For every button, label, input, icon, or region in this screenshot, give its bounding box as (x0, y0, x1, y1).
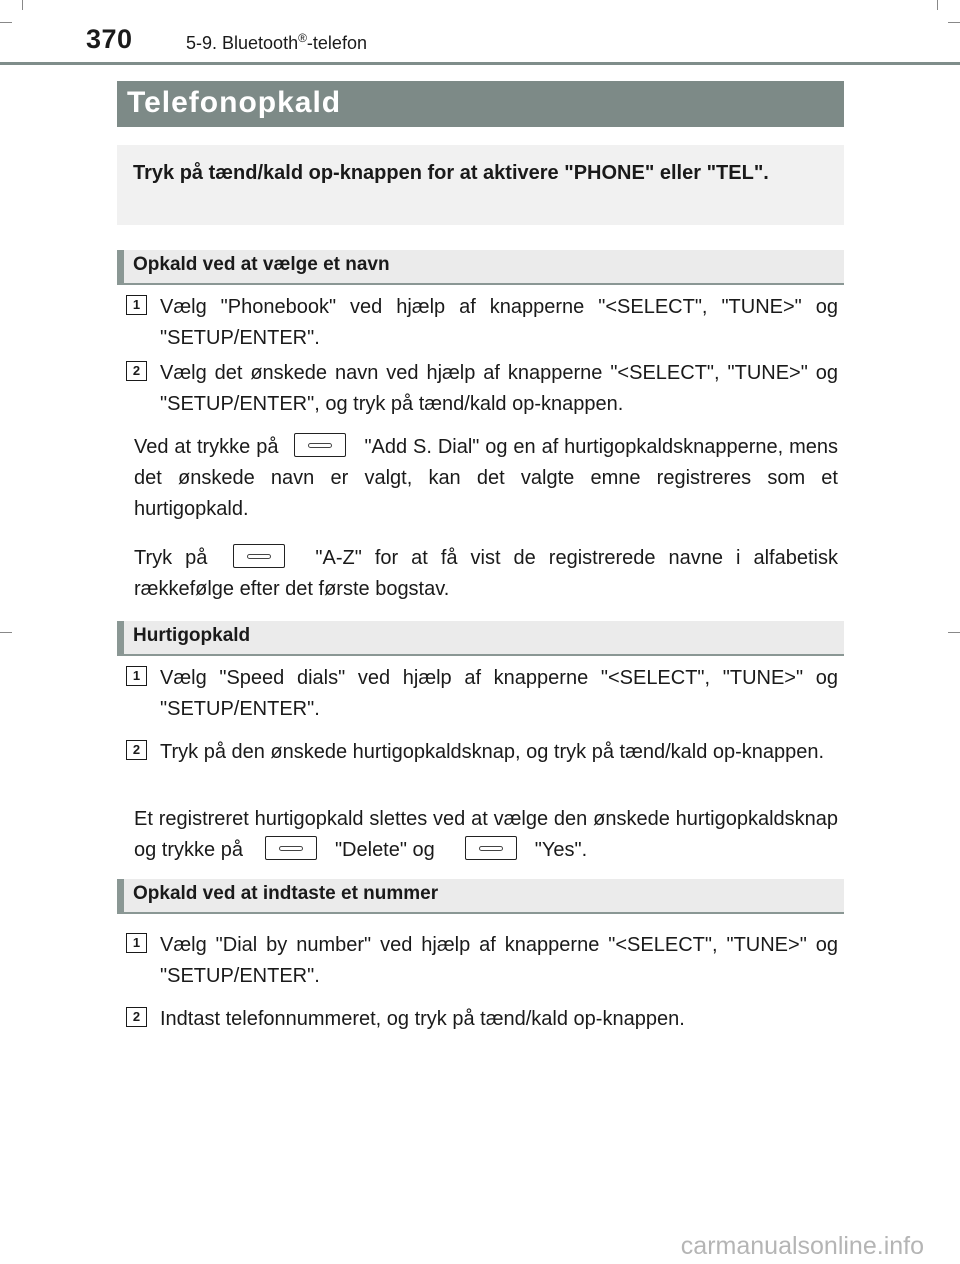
step-number: 1 (126, 666, 147, 686)
section-heading-number-dial: Opkald ved at indtaste et nummer (117, 879, 844, 914)
note-text: Tryk på (134, 547, 208, 569)
step-text: Vælg det ønskede navn ved hjælp af knapperne "<SELECT", "TUNE>" og "SETUP/ENTER", og tryk på tænd/kald op-knappen. (160, 362, 838, 415)
step-item (126, 1004, 838, 1035)
section-heading-speed-dial: Hurtigopkald (117, 621, 844, 656)
intro-box: Tryk på tænd/kald op-knappen for at aktivere "PHONE" eller "TEL". (117, 145, 844, 225)
note-text: "Delete" og (334, 839, 435, 861)
step-text: Tryk på den ønskede hurtigopkaldsknap, og tryk på tænd/kald op-knappen. (160, 741, 825, 763)
header-rule (0, 62, 960, 65)
step-number: 2 (126, 1007, 147, 1027)
step-number: 2 (126, 361, 147, 381)
step-text: Vælg "Phonebook" ved hjælp af knapperne "<SELECT", "TUNE>" og "SETUP/ENTER". (160, 296, 838, 349)
page-number: 370 (86, 24, 133, 54)
chapter-suffix: -telefon (306, 33, 367, 53)
note-text: "Add S. Dial" og en af hurtigopkaldsknapperne, mens det ønskede navn er valgt, kan det valgte emne registreres som et hurtigopkald. (134, 436, 839, 520)
watermark: carmanualsonline.info (680, 1232, 924, 1260)
seek-button-icon (294, 433, 346, 457)
chapter-title (186, 31, 367, 54)
page-title: Telefonopkald (117, 81, 844, 127)
crop-mark (948, 632, 960, 633)
step-number: 1 (126, 933, 147, 953)
note-text: Et registreret hurtigopkald slettes ved at vælge den ønskede hurtigopkaldsknap og trykke på (134, 808, 838, 861)
page-header (0, 0, 960, 66)
step-item (126, 358, 838, 420)
note-paragraph (134, 543, 838, 605)
crop-mark (0, 632, 12, 633)
step-text: Vælg "Dial by number" ved hjælp af knapperne "<SELECT", "TUNE>" og "SETUP/ENTER". (160, 934, 838, 987)
step-text: Indtast telefonnummeret, og tryk på tænd/kald op-knappen. (160, 1008, 685, 1030)
note-text: "Yes". (534, 839, 588, 861)
note-paragraph (134, 432, 838, 525)
seek-button-icon (465, 836, 517, 860)
note-text: Ved at trykke på (134, 436, 279, 458)
seek-button-icon (265, 836, 317, 860)
registered-mark: ® (298, 31, 307, 45)
section-heading-name-dial: Opkald ved at vælge et navn (117, 250, 844, 285)
note-paragraph (134, 804, 838, 866)
step-item (126, 930, 838, 992)
step-text: Vælg "Speed dials" ved hjælp af knapperne "<SELECT", "TUNE>" og "SETUP/ENTER". (160, 667, 838, 720)
seek-button-icon (233, 544, 285, 568)
step-item (126, 737, 838, 768)
step-item (126, 292, 838, 354)
chapter-prefix: 5-9. Bluetooth (186, 33, 299, 53)
note-text: "A-Z" for at få vist de registrerede navne i alfabetisk rækkefølge efter det første bogstav. (134, 547, 838, 600)
step-number: 2 (126, 740, 147, 760)
step-item (126, 663, 838, 725)
step-number: 1 (126, 295, 147, 315)
